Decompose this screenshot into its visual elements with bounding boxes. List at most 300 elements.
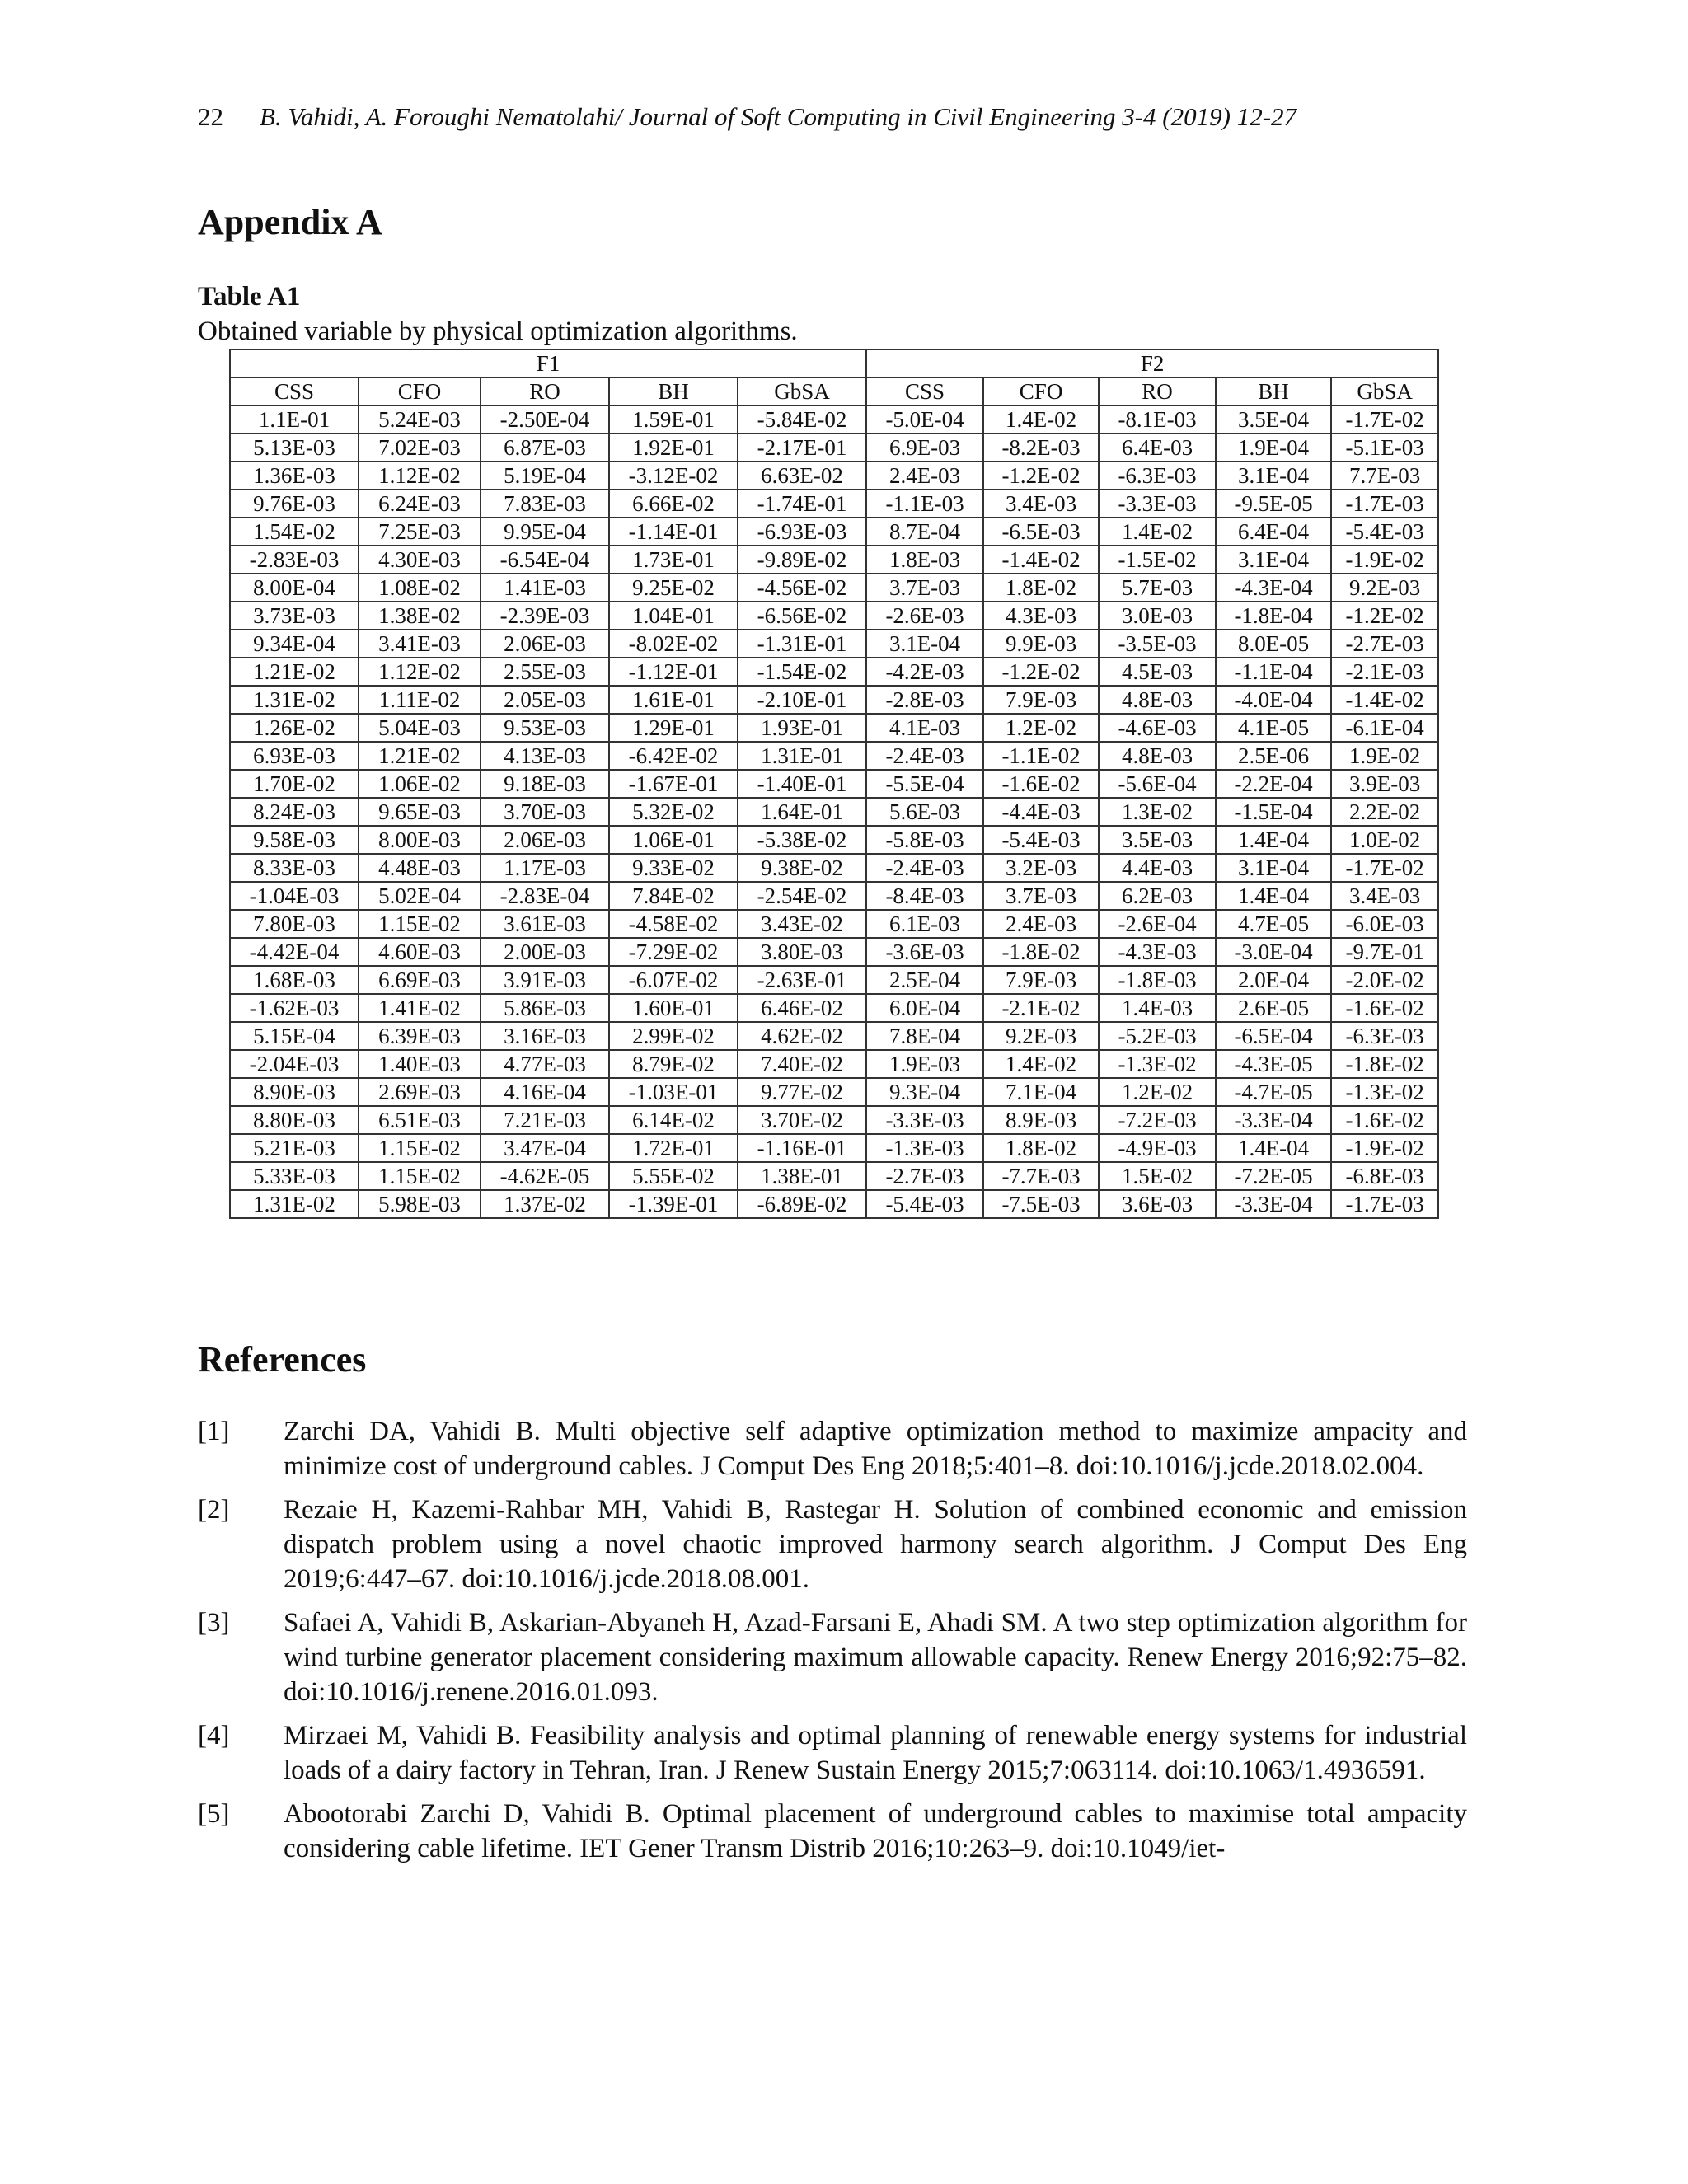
reference-item (198, 1718, 1467, 1788)
table-row (230, 518, 1438, 546)
table-cell: -1.62E-03 (230, 994, 359, 1022)
table-cell: 6.4E-04 (1216, 518, 1331, 546)
table-cell: -4.56E-02 (738, 574, 866, 602)
table-row (230, 798, 1438, 826)
table-cell: 4.60E-03 (359, 938, 481, 966)
table-cell: -1.4E-02 (983, 546, 1099, 574)
table-cell: 1.4E-04 (1216, 826, 1331, 854)
table-cell: 4.5E-03 (1099, 658, 1216, 686)
table-cell: -2.0E-02 (1331, 966, 1438, 994)
table-cell: -1.54E-02 (738, 658, 866, 686)
table-cell: 1.41E-03 (481, 574, 609, 602)
table-cell: -1.7E-03 (1331, 490, 1438, 518)
table-cell: 4.30E-03 (359, 546, 481, 574)
table-row (230, 405, 1438, 434)
table-cell: 3.0E-03 (1099, 602, 1216, 630)
table-cell: 1.21E-02 (230, 658, 359, 686)
table-cell: 1.29E-01 (609, 714, 738, 742)
table-cell: 4.1E-05 (1216, 714, 1331, 742)
table-cell: -2.2E-04 (1216, 770, 1331, 798)
group-header-f1: F1 (230, 349, 866, 377)
table-cell: -4.3E-04 (1216, 574, 1331, 602)
table-cell: 1.17E-03 (481, 854, 609, 882)
table-cell: -1.74E-01 (738, 490, 866, 518)
table-cell: 1.5E-02 (1099, 1162, 1216, 1190)
table-cell: -3.3E-04 (1216, 1106, 1331, 1134)
table-cell: -1.31E-01 (738, 630, 866, 658)
table-cell: -9.5E-05 (1216, 490, 1331, 518)
table-cell: 1.4E-04 (1216, 882, 1331, 910)
table-cell: 1.31E-01 (738, 742, 866, 770)
table-cell: -1.6E-02 (1331, 994, 1438, 1022)
table-cell: 3.5E-03 (1099, 826, 1216, 854)
table-cell: -4.3E-03 (1099, 938, 1216, 966)
table-cell: -7.2E-03 (1099, 1106, 1216, 1134)
table-cell: -1.9E-02 (1331, 546, 1438, 574)
table-cell: 1.11E-02 (359, 686, 481, 714)
table-cell: 9.95E-04 (481, 518, 609, 546)
table-cell: 1.60E-01 (609, 994, 738, 1022)
table-cell: 1.41E-02 (359, 994, 481, 1022)
table-cell: 6.93E-03 (230, 742, 359, 770)
table-cell: 1.4E-02 (1099, 518, 1216, 546)
table-cell: -1.2E-02 (983, 462, 1099, 490)
table-cell: -5.5E-04 (866, 770, 983, 798)
table-cell: -5.0E-04 (866, 405, 983, 434)
table-cell: 1.64E-01 (738, 798, 866, 826)
table-row (230, 630, 1438, 658)
table-cell: 1.40E-03 (359, 1050, 481, 1078)
table-cell: -1.8E-04 (1216, 602, 1331, 630)
table-cell: -1.67E-01 (609, 770, 738, 798)
table-cell: 9.2E-03 (983, 1022, 1099, 1050)
reference-text: Zarchi DA, Vahidi B. Multi objective self adaptive optimization method to maximize ampacity and minimize cost of underground cables. J Comput Des Eng 2018;5:401–8. doi:10.1016/j.jcde.2018.02.004. (284, 1417, 1467, 1481)
table-cell: 9.9E-03 (983, 630, 1099, 658)
table-cell: -3.0E-04 (1216, 938, 1331, 966)
table-cell: 1.59E-01 (609, 405, 738, 434)
table-cell: 2.55E-03 (481, 658, 609, 686)
table-cell: 6.14E-02 (609, 1106, 738, 1134)
table-cell: -8.4E-03 (866, 882, 983, 910)
table-cell: -1.4E-02 (1331, 686, 1438, 714)
table-cell: 2.05E-03 (481, 686, 609, 714)
table-cell: -7.5E-03 (983, 1190, 1099, 1218)
table-cell: 8.90E-03 (230, 1078, 359, 1106)
table-cell: 2.6E-05 (1216, 994, 1331, 1022)
table-cell: 1.68E-03 (230, 966, 359, 994)
table-cell: 3.70E-02 (738, 1106, 866, 1134)
table-cell: -1.2E-02 (983, 658, 1099, 686)
appendix-title: Appendix A (198, 202, 382, 242)
table-cell: -9.89E-02 (738, 546, 866, 574)
running-header (198, 101, 1296, 134)
reference-number: [2] (198, 1495, 230, 1525)
table-cell: 3.91E-03 (481, 966, 609, 994)
table-cell: 7.9E-03 (983, 966, 1099, 994)
table-cell: 7.21E-03 (481, 1106, 609, 1134)
table-cell: 7.25E-03 (359, 518, 481, 546)
table-cell: 8.0E-05 (1216, 630, 1331, 658)
table-row (230, 910, 1438, 938)
table-cell: 3.1E-04 (1216, 462, 1331, 490)
reference-text: Abootorabi Zarchi D, Vahidi B. Optimal placement of underground cables to maximise total ampacity considering cable lifetime. IET Gener Transm Distrib 2016;10:263–9. doi:10.1049/iet- (284, 1799, 1467, 1863)
table-cell: 4.13E-03 (481, 742, 609, 770)
table-cell: 2.4E-03 (983, 910, 1099, 938)
table-cell: -4.6E-03 (1099, 714, 1216, 742)
reference-text: Mirzaei M, Vahidi B. Feasibility analysis and optimal planning of renewable energy systems for industrial loads of a dairy factory in Tehran, Iran. J Renew Sustain Energy 2015;7:063114. doi:10.1063/1.4936591. (284, 1721, 1467, 1785)
table-cell: -2.83E-03 (230, 546, 359, 574)
table-cell: 9.34E-04 (230, 630, 359, 658)
table-cell: 8.80E-03 (230, 1106, 359, 1134)
reference-text: Rezaie H, Kazemi-Rahbar MH, Vahidi B, Rastegar H. Solution of combined economic and emission dispatch problem using a novel chaotic improved harmony search algorithm. J Comput Des Eng 2019;6:447–67. doi:10.1016/j.jcde.2018.08.001. (284, 1495, 1467, 1594)
table-cell: -6.8E-03 (1331, 1162, 1438, 1190)
table-row (230, 602, 1438, 630)
table-cell: 6.66E-02 (609, 490, 738, 518)
table-cell: -6.07E-02 (609, 966, 738, 994)
table-cell: -5.84E-02 (738, 405, 866, 434)
table-cell: 4.62E-02 (738, 1022, 866, 1050)
table-cell: 1.06E-01 (609, 826, 738, 854)
table-cell: 1.36E-03 (230, 462, 359, 490)
table-cell: 5.33E-03 (230, 1162, 359, 1190)
table-cell: 1.4E-04 (1216, 1134, 1331, 1162)
group-header-row (230, 349, 1438, 377)
table-cell: 2.06E-03 (481, 826, 609, 854)
table-cell: 6.24E-03 (359, 490, 481, 518)
table-row (230, 574, 1438, 602)
table-cell: -1.8E-02 (983, 938, 1099, 966)
table-cell: 3.7E-03 (866, 574, 983, 602)
table-cell: 6.9E-03 (866, 434, 983, 462)
table-cell: -6.93E-03 (738, 518, 866, 546)
table-row (230, 826, 1438, 854)
table-cell: 5.55E-02 (609, 1162, 738, 1190)
table-cell: 1.9E-02 (1331, 742, 1438, 770)
reference-number: [3] (198, 1608, 230, 1638)
table-cell: 1.21E-02 (359, 742, 481, 770)
table-cell: 2.0E-04 (1216, 966, 1331, 994)
table-cell: 3.80E-03 (738, 938, 866, 966)
table-cell: 4.8E-03 (1099, 742, 1216, 770)
table-cell: -1.3E-02 (1331, 1078, 1438, 1106)
table-cell: -2.4E-03 (866, 854, 983, 882)
table-cell: -1.40E-01 (738, 770, 866, 798)
table-cell: -8.1E-03 (1099, 405, 1216, 434)
table-row (230, 1078, 1438, 1106)
table-cell: 5.02E-04 (359, 882, 481, 910)
table-cell: -5.4E-03 (866, 1190, 983, 1218)
table-cell: 3.47E-04 (481, 1134, 609, 1162)
table-cell: -2.17E-01 (738, 434, 866, 462)
table-cell: 5.6E-03 (866, 798, 983, 826)
table-cell: -1.2E-02 (1331, 602, 1438, 630)
table-cell: 1.15E-02 (359, 1134, 481, 1162)
table-cell: 7.7E-03 (1331, 462, 1438, 490)
table-cell: -4.0E-04 (1216, 686, 1331, 714)
table-cell: 4.1E-03 (866, 714, 983, 742)
table-cell: 1.38E-02 (359, 602, 481, 630)
table-cell: -6.3E-03 (1331, 1022, 1438, 1050)
reference-number: [1] (198, 1417, 230, 1446)
table-cell: 1.4E-03 (1099, 994, 1216, 1022)
table-cell: -5.4E-03 (983, 826, 1099, 854)
table-cell: 3.2E-03 (983, 854, 1099, 882)
table-cell: 1.61E-01 (609, 686, 738, 714)
table-cell: -7.7E-03 (983, 1162, 1099, 1190)
table-cell: -1.5E-02 (1099, 546, 1216, 574)
table-cell: 1.31E-02 (230, 686, 359, 714)
table-cell: -3.12E-02 (609, 462, 738, 490)
table-cell: -1.14E-01 (609, 518, 738, 546)
column-header: CSS (866, 377, 983, 405)
table-cell: -2.54E-02 (738, 882, 866, 910)
table-cell: -4.7E-05 (1216, 1078, 1331, 1106)
table-cell: 6.46E-02 (738, 994, 866, 1022)
table-cell: 5.24E-03 (359, 405, 481, 434)
references-list (198, 1414, 1467, 1875)
table-cell: 8.00E-03 (359, 826, 481, 854)
column-header: BH (1216, 377, 1331, 405)
table-row (230, 546, 1438, 574)
table-cell: 3.16E-03 (481, 1022, 609, 1050)
table-row (230, 658, 1438, 686)
table-cell: -1.6E-02 (1331, 1106, 1438, 1134)
table-cell: 5.13E-03 (230, 434, 359, 462)
table-cell: 1.26E-02 (230, 714, 359, 742)
reference-number: [4] (198, 1721, 230, 1750)
table-cell: -5.4E-03 (1331, 518, 1438, 546)
table-cell: 5.98E-03 (359, 1190, 481, 1218)
column-header-row (230, 377, 1438, 405)
table-cell: -2.63E-01 (738, 966, 866, 994)
table-cell: 9.76E-03 (230, 490, 359, 518)
table-cell: 5.04E-03 (359, 714, 481, 742)
table-cell: 2.4E-03 (866, 462, 983, 490)
table-cell: -1.6E-02 (983, 770, 1099, 798)
table-cell: 5.15E-04 (230, 1022, 359, 1050)
table-cell: 9.65E-03 (359, 798, 481, 826)
table-cell: -5.6E-04 (1099, 770, 1216, 798)
reference-item (198, 1605, 1467, 1709)
table-row (230, 854, 1438, 882)
table-cell: -1.8E-02 (1331, 1050, 1438, 1078)
table-cell: 6.1E-03 (866, 910, 983, 938)
table-cell: 6.87E-03 (481, 434, 609, 462)
table-cell: 4.4E-03 (1099, 854, 1216, 882)
table-row (230, 994, 1438, 1022)
table-cell: -2.6E-04 (1099, 910, 1216, 938)
table-cell: 6.39E-03 (359, 1022, 481, 1050)
table-cell: 1.4E-02 (983, 1050, 1099, 1078)
table-cell: -2.83E-04 (481, 882, 609, 910)
table-cell: -1.1E-04 (1216, 658, 1331, 686)
table-cell: 9.2E-03 (1331, 574, 1438, 602)
table-cell: 1.93E-01 (738, 714, 866, 742)
table-cell: -6.1E-04 (1331, 714, 1438, 742)
table-cell: 4.7E-05 (1216, 910, 1331, 938)
table-cell: 6.0E-04 (866, 994, 983, 1022)
reference-item (198, 1493, 1467, 1596)
table-cell: 3.41E-03 (359, 630, 481, 658)
table-cell: 5.7E-03 (1099, 574, 1216, 602)
table-cell: 7.9E-03 (983, 686, 1099, 714)
table-row (230, 714, 1438, 742)
table-cell: 1.54E-02 (230, 518, 359, 546)
table-cell: 8.9E-03 (983, 1106, 1099, 1134)
table-row (230, 686, 1438, 714)
table-cell: 1.37E-02 (481, 1190, 609, 1218)
table-cell: 1.15E-02 (359, 1162, 481, 1190)
table-cell: 7.80E-03 (230, 910, 359, 938)
table-cell: -8.02E-02 (609, 630, 738, 658)
column-header: CSS (230, 377, 359, 405)
table-cell: -6.0E-03 (1331, 910, 1438, 938)
table-cell: 1.2E-02 (983, 714, 1099, 742)
table-cell: -6.5E-04 (1216, 1022, 1331, 1050)
table-row (230, 966, 1438, 994)
table-cell: -5.8E-03 (866, 826, 983, 854)
table-cell: 1.2E-02 (1099, 1078, 1216, 1106)
table-cell: 3.1E-04 (1216, 546, 1331, 574)
table-cell: 3.4E-03 (983, 490, 1099, 518)
table-cell: 1.9E-03 (866, 1050, 983, 1078)
table-cell: -6.5E-03 (983, 518, 1099, 546)
table-cell: 8.24E-03 (230, 798, 359, 826)
table-cell: 9.53E-03 (481, 714, 609, 742)
column-header: CFO (359, 377, 481, 405)
table-cell: -2.6E-03 (866, 602, 983, 630)
table-cell: -6.42E-02 (609, 742, 738, 770)
table-row (230, 490, 1438, 518)
table-cell: 3.43E-02 (738, 910, 866, 938)
table-cell: 6.63E-02 (738, 462, 866, 490)
table-cell: 3.7E-03 (983, 882, 1099, 910)
table-cell: -1.39E-01 (609, 1190, 738, 1218)
table-cell: -4.58E-02 (609, 910, 738, 938)
table-cell: -5.1E-03 (1331, 434, 1438, 462)
table-cell: 1.3E-02 (1099, 798, 1216, 826)
table-cell: 6.69E-03 (359, 966, 481, 994)
table-cell: 8.79E-02 (609, 1050, 738, 1078)
table-cell: 9.77E-02 (738, 1078, 866, 1106)
column-header: RO (481, 377, 609, 405)
table-cell: 9.3E-04 (866, 1078, 983, 1106)
table-cell: 9.38E-02 (738, 854, 866, 882)
table-cell: -2.1E-03 (1331, 658, 1438, 686)
table-cell: -4.42E-04 (230, 938, 359, 966)
table-cell: -1.12E-01 (609, 658, 738, 686)
table-cell: -1.16E-01 (738, 1134, 866, 1162)
journal-citation: B. Vahidi, A. Foroughi Nematolahi/ Journal of Soft Computing in Civil Engineering 3-4 (2019) 12-27 (260, 102, 1297, 131)
table-cell: -6.56E-02 (738, 602, 866, 630)
reference-number: [5] (198, 1799, 230, 1829)
table-cell: 1.31E-02 (230, 1190, 359, 1218)
table-cell: 7.84E-02 (609, 882, 738, 910)
table-label: Table A1 (198, 282, 301, 312)
references-title: References (198, 1339, 367, 1380)
table-cell: 3.73E-03 (230, 602, 359, 630)
table-cell: -1.8E-03 (1099, 966, 1216, 994)
column-header: GbSA (738, 377, 866, 405)
table-row (230, 1022, 1438, 1050)
table-cell: 4.8E-03 (1099, 686, 1216, 714)
table-cell: 8.00E-04 (230, 574, 359, 602)
table-cell: -4.9E-03 (1099, 1134, 1216, 1162)
table-cell: 3.61E-03 (481, 910, 609, 938)
table-cell: 3.1E-04 (866, 630, 983, 658)
table-cell: -6.89E-02 (738, 1190, 866, 1218)
table-cell: -2.7E-03 (1331, 630, 1438, 658)
table-cell: -1.7E-02 (1331, 854, 1438, 882)
reference-text: Safaei A, Vahidi B, Askarian-Abyaneh H, Azad-Farsani E, Ahadi SM. A two step optimization algorithm for wind turbine generator placement considering maximum allowable capacity. Renew Energy 2016;92:75–82. doi:10.1016/j.renene.2016.01.093. (284, 1608, 1467, 1707)
table-row (230, 462, 1438, 490)
table-cell: 6.2E-03 (1099, 882, 1216, 910)
table-cell: 8.7E-04 (866, 518, 983, 546)
table-cell: 1.1E-01 (230, 405, 359, 434)
table-cell: -1.1E-02 (983, 742, 1099, 770)
table-row (230, 938, 1438, 966)
table-cell: 5.19E-04 (481, 462, 609, 490)
table-cell: 7.1E-04 (983, 1078, 1099, 1106)
table-cell: 6.4E-03 (1099, 434, 1216, 462)
table-row (230, 434, 1438, 462)
table-cell: -1.3E-03 (866, 1134, 983, 1162)
table-cell: 5.86E-03 (481, 994, 609, 1022)
table-cell: -5.38E-02 (738, 826, 866, 854)
table-row (230, 1190, 1438, 1218)
table-cell: -1.03E-01 (609, 1078, 738, 1106)
table-cell: 3.5E-04 (1216, 405, 1331, 434)
table-row (230, 1106, 1438, 1134)
table-cell: 5.32E-02 (609, 798, 738, 826)
table-cell: 1.70E-02 (230, 770, 359, 798)
table-cell: 5.21E-03 (230, 1134, 359, 1162)
table-cell: 3.4E-03 (1331, 882, 1438, 910)
table-cell: -2.8E-03 (866, 686, 983, 714)
table-cell: -6.54E-04 (481, 546, 609, 574)
table-cell: -3.5E-03 (1099, 630, 1216, 658)
table-cell: 3.6E-03 (1099, 1190, 1216, 1218)
table-cell: 9.58E-03 (230, 826, 359, 854)
table-cell: 4.16E-04 (481, 1078, 609, 1106)
reference-item (198, 1414, 1467, 1483)
table-cell: 7.8E-04 (866, 1022, 983, 1050)
table-cell: 2.69E-03 (359, 1078, 481, 1106)
column-header: GbSA (1331, 377, 1438, 405)
table-cell: -1.3E-02 (1099, 1050, 1216, 1078)
table-cell: 9.18E-03 (481, 770, 609, 798)
table-cell: -3.6E-03 (866, 938, 983, 966)
table-cell: -4.4E-03 (983, 798, 1099, 826)
table-cell: -1.9E-02 (1331, 1134, 1438, 1162)
table-cell: -4.2E-03 (866, 658, 983, 686)
table-cell: 4.3E-03 (983, 602, 1099, 630)
table-cell: 1.8E-02 (983, 1134, 1099, 1162)
table-cell: 2.00E-03 (481, 938, 609, 966)
table-cell: 1.06E-02 (359, 770, 481, 798)
table-cell: 1.04E-01 (609, 602, 738, 630)
table-caption: Obtained variable by physical optimization algorithms. (198, 316, 798, 346)
table-cell: -2.50E-04 (481, 405, 609, 434)
column-header: BH (609, 377, 738, 405)
table-cell: -1.7E-03 (1331, 1190, 1438, 1218)
table-cell: -7.29E-02 (609, 938, 738, 966)
table-cell: -4.3E-05 (1216, 1050, 1331, 1078)
table-cell: 7.40E-02 (738, 1050, 866, 1078)
table-cell: -1.04E-03 (230, 882, 359, 910)
table-cell: 9.25E-02 (609, 574, 738, 602)
table-cell: 3.1E-04 (1216, 854, 1331, 882)
